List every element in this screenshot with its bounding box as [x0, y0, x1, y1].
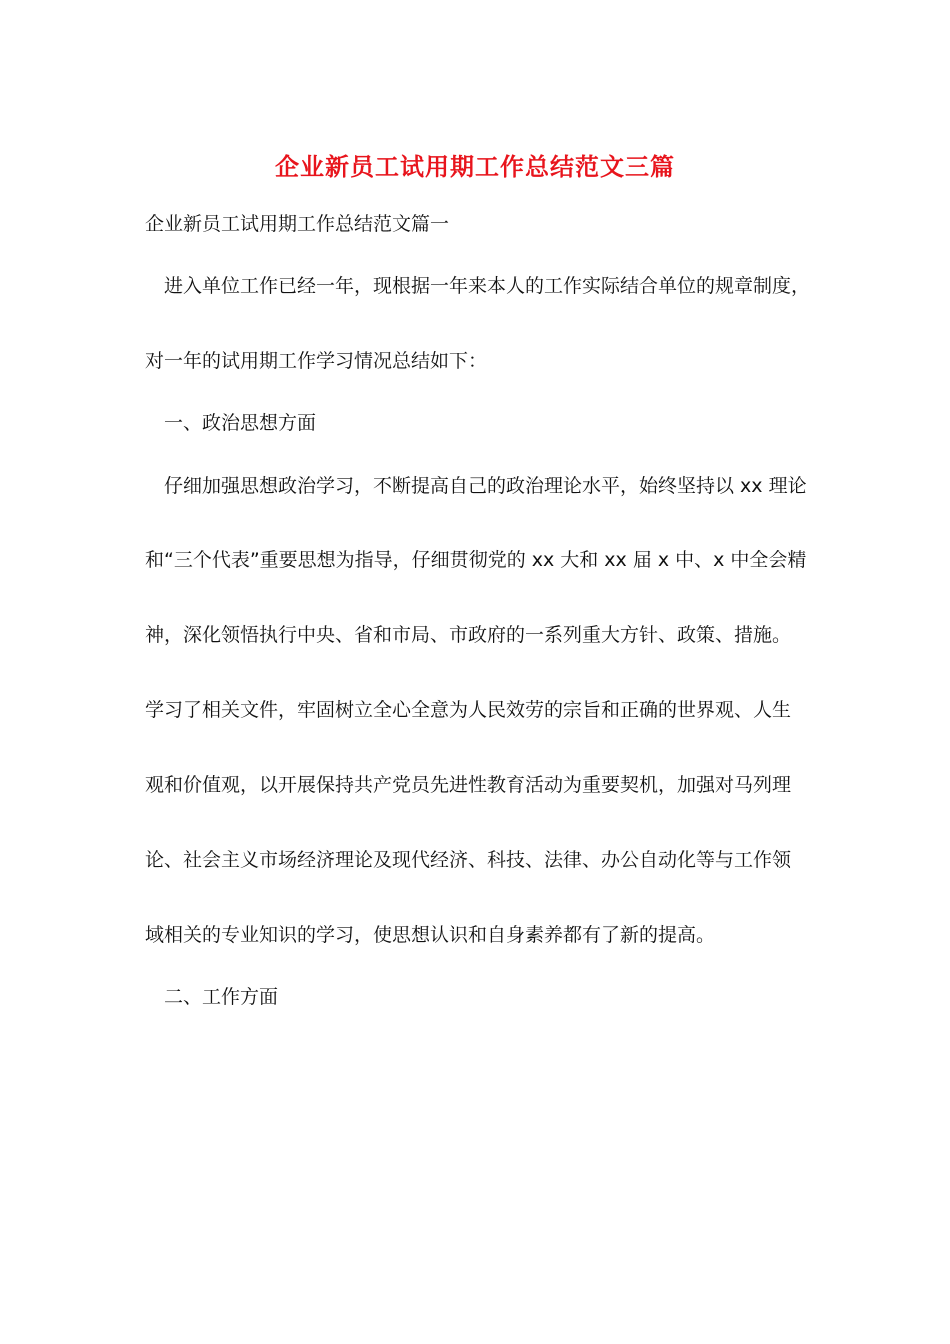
paragraph-line-4: 和“三个代表”重要思想为指导，仔细贯彻党的 xx 大和 xx 届 x 中、x 中全会精 [145, 549, 807, 571]
paragraph-line-3: 仔细加强思想政治学习，不断提高自己的政治理论水平，始终坚持以 xx 理论 [164, 475, 807, 497]
paragraph-line-2: 对一年的试用期工作学习情况总结如下： [145, 350, 488, 372]
paragraph-line-9: 域相关的专业知识的学习，使思想认识和自身素养都有了新的提高。 [145, 924, 716, 946]
section-subtitle: 企业新员工试用期工作总结范文篇一 [145, 213, 450, 235]
paragraph-line-1: 进入单位工作已经一年，现根据一年来本人的工作实际结合单位的规章制度， [164, 275, 811, 297]
paragraph-line-6: 学习了相关文件，牢固树立全心全意为人民效劳的宗旨和正确的世界观、人生 [145, 699, 792, 721]
paragraph-line-8: 论、社会主义市场经济理论及现代经济、科技、法律、办公自动化等与工作领 [145, 849, 792, 871]
paragraph-line-7: 观和价值观，以开展保持共产党员先进性教育活动为重要契机，加强对马列理 [145, 774, 792, 796]
paragraph-line-5: 神，深化领悟执行中央、省和市局、市政府的一系列重大方针、政策、措施。 [145, 624, 792, 646]
section-heading-politics: 一、政治思想方面 [164, 412, 317, 434]
section-heading-work: 二、工作方面 [164, 986, 279, 1008]
document-title: 企业新员工试用期工作总结范文三篇 [275, 152, 675, 181]
